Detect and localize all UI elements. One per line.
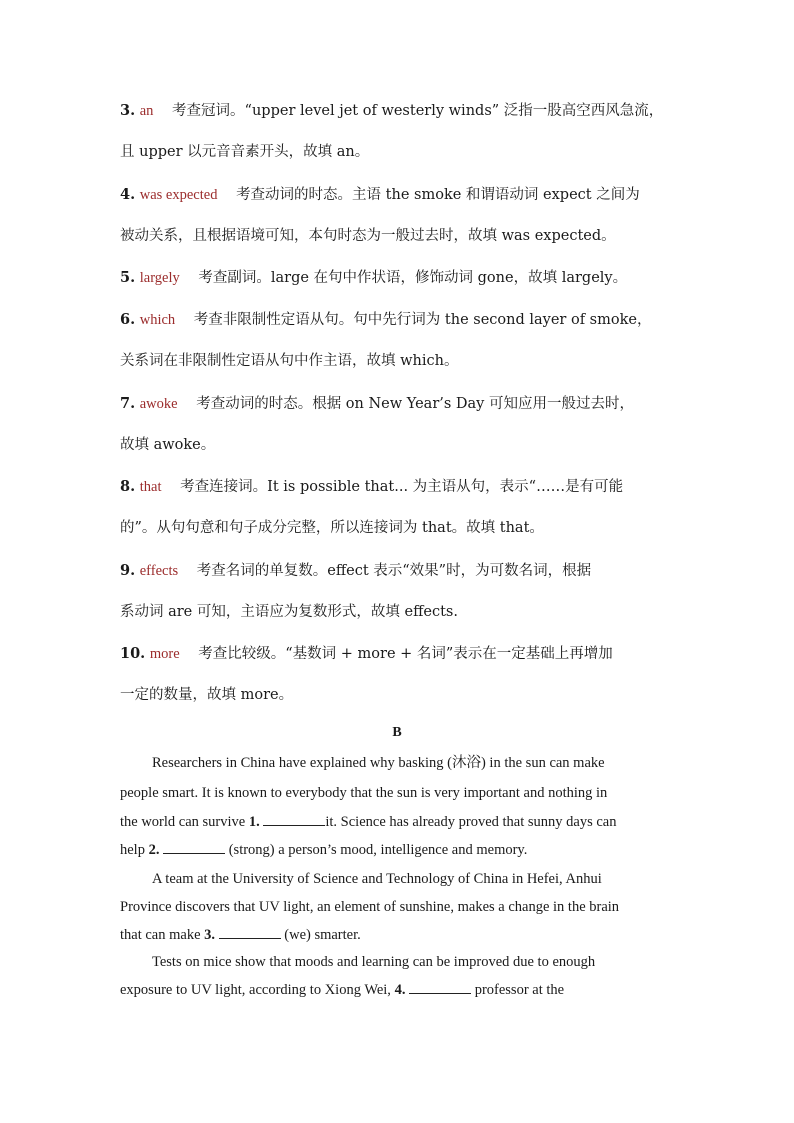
explanation-line-cont: 且 upper 以元音音素开头，故填 an。 — [120, 144, 370, 160]
explanation-line: 考查非限制性定语从句。句中先行词为 the second layer of smoke， — [193, 312, 652, 328]
item-number: 5. — [120, 269, 136, 286]
answer-text: largely — [139, 270, 180, 286]
answer-text: more — [149, 646, 180, 662]
answer-text: an — [139, 103, 154, 119]
passage-line: Tests on mice show that moods and learning can be improved due to enough — [152, 954, 596, 970]
blank-2[interactable] — [163, 839, 225, 854]
answer-text: effects — [139, 563, 179, 579]
passage-line: Province discovers that UV light, an element of sunshine, makes a change in the brain — [120, 899, 620, 915]
item-number: 9. — [120, 562, 136, 579]
answer-text: which — [139, 312, 176, 328]
answer-item-5 — [120, 268, 676, 288]
answer-item-9 — [120, 561, 676, 581]
explanation-line-cont: 被动关系，且根据语境可知，本句时态为一般过去时，故填 was expected。 — [120, 228, 616, 244]
answer-text: awoke — [139, 396, 178, 412]
answer-text: that — [139, 479, 162, 495]
explanation-line: 考查比较级。“基数词 + more + 名词”表示在一定基础上再增加 — [198, 646, 613, 662]
blank-number: 2. — [148, 842, 160, 858]
item-number: 4. — [120, 186, 136, 203]
passage-line-blank-2 — [120, 839, 672, 860]
answer-item-10 — [120, 644, 676, 664]
blank-4[interactable] — [409, 979, 471, 994]
passage-line-blank-4 — [120, 979, 672, 1000]
answer-item-3 — [120, 101, 676, 121]
answer-item-6 — [120, 310, 676, 330]
explanation-line: 考查动词的时态。主语 the smoke 和谓语动词 expect 之间为 — [236, 187, 640, 203]
answer-text: was expected — [139, 187, 218, 203]
explanation-line: 考查连接词。It is possible that... 为主语从句，表示“……是有可能 — [180, 479, 624, 495]
explanation-line-cont: 关系词在非限制性定语从句中作主语，故填 which。 — [120, 353, 459, 369]
passage-text: that can make — [120, 927, 201, 943]
blank-1[interactable] — [263, 811, 325, 826]
item-number: 7. — [120, 395, 136, 412]
passage-text: help — [120, 842, 145, 858]
explanation-line: 考查副词。large 在句中作状语，修饰动词 gone，故填 largely。 — [198, 270, 628, 286]
explanation-line: 考查名词的单复数。effect 表示“效果”时，为可数名词，根据 — [196, 563, 592, 579]
passage-text: professor at the — [474, 982, 565, 998]
explanation-line-cont: 一定的数量，故填 more。 — [120, 687, 294, 703]
item-number: 3. — [120, 102, 136, 119]
item-number: 8. — [120, 478, 136, 495]
passage-line-blank-3 — [120, 924, 672, 945]
section-heading: B — [392, 725, 402, 740]
passage-line: people smart. It is known to everybody that the sun is very important and nothing in — [120, 785, 608, 801]
item-number: 6. — [120, 311, 136, 328]
explanation-line-cont: 的”。从句句意和句子成分完整，所以连接词为 that。故填 that。 — [120, 520, 544, 536]
explanation-line: 考查动词的时态。根据 on New Year’s Day 可知应用一般过去时， — [196, 396, 634, 412]
blank-3[interactable] — [219, 924, 281, 939]
passage-text: exposure to UV light, according to Xiong Wei, — [120, 982, 391, 998]
explanation-line-cont: 故填 awoke。 — [120, 437, 216, 453]
explanation-line: 考查冠词。“upper level jet of westerly winds” 泛指一股高空西风急流， — [172, 103, 664, 119]
passage-text: (we) smarter. — [284, 927, 361, 943]
passage-text: it. Science has already proved that sunny days can — [325, 814, 617, 830]
passage-text: the world can survive — [120, 814, 246, 830]
item-number: 10. — [120, 645, 146, 662]
blank-number: 1. — [248, 814, 260, 830]
passage-line-blank-1 — [120, 811, 672, 832]
answer-item-4 — [120, 185, 676, 205]
passage-line: A team at the University of Science and Technology of China in Hefei, Anhui — [152, 871, 602, 887]
passage-line: Researchers in China have explained why basking (沐浴) in the sun can make — [152, 755, 605, 771]
blank-number: 3. — [204, 927, 216, 943]
passage-text: (strong) a person’s mood, intelligence and memory. — [228, 842, 528, 858]
answer-item-7 — [120, 394, 676, 414]
explanation-line-cont: 系动词 are 可知，主语应为复数形式，故填 effects. — [120, 604, 458, 620]
answer-item-8 — [120, 477, 676, 497]
blank-number: 4. — [394, 982, 406, 998]
